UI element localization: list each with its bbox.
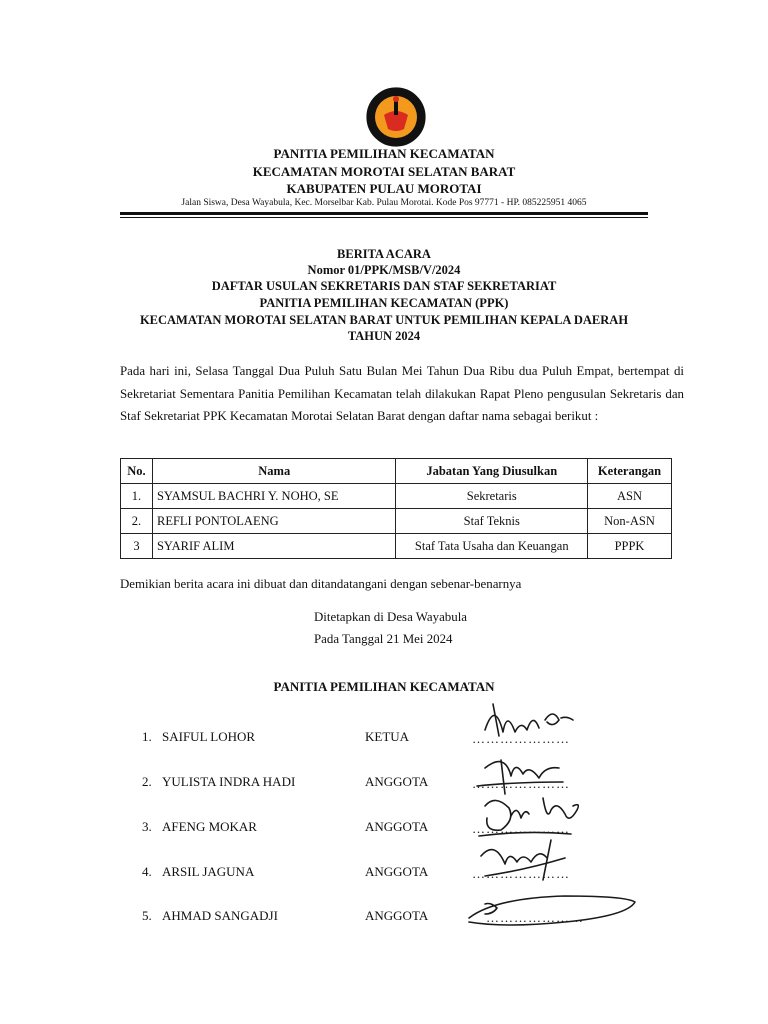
member-number: 1.	[142, 729, 152, 744]
committee-title: PANITIA PEMILIHAN KECAMATAN	[273, 679, 495, 694]
member-role: ANGGOTA	[365, 819, 429, 834]
closing-place: Ditetapkan di Desa Wayabula	[314, 610, 467, 624]
row-no: 3	[121, 534, 153, 559]
title-line-5: KECAMATAN MOROTAI SELATAN BARAT UNTUK PEMILIHAN KEPALA DAERAH	[139, 313, 629, 327]
title-line-2: Nomor 01/PPK/MSB/V/2024	[307, 263, 461, 277]
header-keterangan: Keterangan	[588, 459, 672, 484]
kpu-logo	[364, 85, 428, 149]
member-number: 5.	[142, 908, 152, 923]
row-nama: SYAMSUL BACHRI Y. NOHO, SE	[152, 484, 395, 509]
header-rule-thin	[120, 217, 648, 218]
title-line-3: DAFTAR USULAN SEKRETARIS DAN STAF SEKRETARIAT	[211, 279, 557, 293]
title-line-4: PANITIA PEMILIHAN KECAMATAN (PPK)	[259, 296, 509, 310]
member-name: YULISTA INDRA HADI	[162, 774, 296, 789]
title-line-6: TAHUN 2024	[347, 329, 421, 343]
row-nama: REFLI PONTOLAENG	[152, 509, 395, 534]
signature-line: …………………	[472, 866, 570, 881]
nominee-table	[120, 458, 672, 559]
row-no: 1.	[121, 484, 153, 509]
row-no: 2.	[121, 509, 153, 534]
table-header-row	[121, 459, 672, 484]
row-keterangan: Non-ASN	[588, 509, 672, 534]
member-role: ANGGOTA	[365, 774, 429, 789]
row-jabatan: Staf Tata Usaha dan Keuangan	[396, 534, 588, 559]
table-row	[121, 509, 672, 534]
signature-line: …………………	[472, 776, 570, 791]
closing-date: Pada Tanggal 21 Mei 2024	[314, 632, 453, 646]
closing-statement: Demikian berita acara ini dibuat dan ditandatangani dengan sebenar-benarnya	[120, 577, 522, 591]
table-row	[121, 534, 672, 559]
header-rule-thick	[120, 212, 648, 215]
row-nama: SYARIF ALIM	[152, 534, 395, 559]
member-name: AFENG MOKAR	[162, 819, 257, 834]
member-role: ANGGOTA	[365, 908, 429, 923]
signatures	[455, 690, 655, 940]
row-jabatan: Staf Teknis	[396, 509, 588, 534]
signature-line: …………………	[486, 910, 584, 925]
header-jabatan: Jabatan Yang Diusulkan	[396, 459, 588, 484]
header-address: Jalan Siswa, Desa Wayabula, Kec. Morselbar Kab. Pulau Morotai. Kode Pos 97771 - HP. 085225951 4065	[181, 198, 587, 208]
header-line-2: KECAMATAN MOROTAI SELATAN BARAT	[252, 164, 516, 179]
row-keterangan: ASN	[588, 484, 672, 509]
member-name: AHMAD SANGADJI	[162, 908, 278, 923]
header-nama: Nama	[152, 459, 395, 484]
member-number: 3.	[142, 819, 152, 834]
signature-line: …………………	[472, 731, 570, 746]
member-number: 4.	[142, 864, 152, 879]
member-name: ARSIL JAGUNA	[162, 864, 255, 879]
title-line-1: BERITA ACARA	[337, 247, 431, 261]
header-no: No.	[121, 459, 153, 484]
member-name: SAIFUL LOHOR	[162, 729, 256, 744]
header-line-1: PANITIA PEMILIHAN KECAMATAN	[273, 146, 495, 161]
member-number: 2.	[142, 774, 152, 789]
member-role: KETUA	[365, 729, 410, 744]
body-paragraph: Pada hari ini, Selasa Tanggal Dua Puluh Satu Bulan Mei Tahun Dua Ribu dua Puluh Empat, bertempat di Sekretariat Sementara Panitia Pemilihan Kecamatan telah dilakukan Rapat Pleno pengusulan Sekretaris dan Staf Sekretariat PPK Kecamatan Morotai Selatan Barat dengan daftar nama sebagai berikut :	[120, 364, 684, 423]
signature-line: …………………	[472, 821, 570, 836]
row-jabatan: Sekretaris	[396, 484, 588, 509]
table-row	[121, 484, 672, 509]
row-keterangan: PPPK	[588, 534, 672, 559]
header-line-3: KABUPATEN PULAU MOROTAI	[286, 181, 482, 196]
member-role: ANGGOTA	[365, 864, 429, 879]
